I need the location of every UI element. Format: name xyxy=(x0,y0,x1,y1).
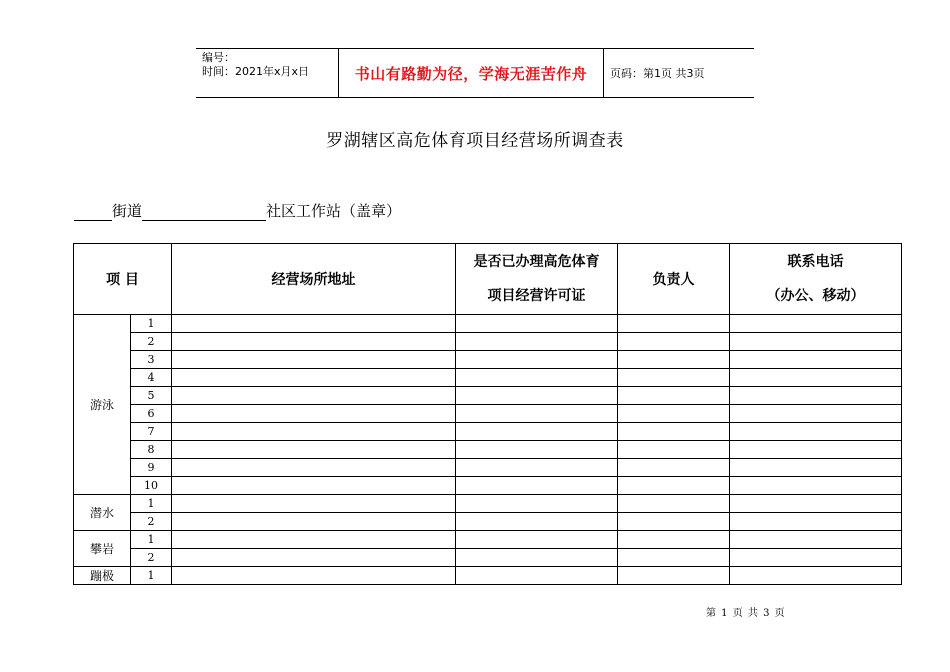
license-cell[interactable] xyxy=(456,477,618,495)
number-label: 编号： xyxy=(202,51,235,64)
row-number-cell: 1 xyxy=(131,567,172,585)
row-number-cell: 4 xyxy=(131,369,172,387)
street-label: 街道 xyxy=(112,202,143,220)
table-row xyxy=(74,405,902,423)
table-row xyxy=(74,351,902,369)
row-number-cell: 6 xyxy=(131,405,172,423)
person-cell[interactable] xyxy=(618,423,730,441)
person-cell[interactable] xyxy=(618,477,730,495)
phone-cell[interactable] xyxy=(730,495,902,513)
license-cell[interactable] xyxy=(456,333,618,351)
col-phone-line2: （办公、移动） xyxy=(766,288,865,304)
license-cell[interactable] xyxy=(456,567,618,585)
col-phone-line1: 联系电话 xyxy=(787,254,844,270)
address-cell[interactable] xyxy=(172,423,456,441)
community-label: 社区工作站（盖章） xyxy=(266,202,402,220)
person-cell[interactable] xyxy=(618,405,730,423)
table-row xyxy=(74,387,902,405)
address-cell[interactable] xyxy=(172,549,456,567)
person-cell[interactable] xyxy=(618,441,730,459)
street-blank xyxy=(74,204,112,221)
col-item-header: 项 目 xyxy=(74,244,172,315)
address-cell[interactable] xyxy=(172,441,456,459)
page-title: 罗湖辖区高危体育项目经营场所调查表 xyxy=(326,131,624,151)
license-cell[interactable] xyxy=(456,387,618,405)
subline xyxy=(74,200,401,221)
table-row xyxy=(74,567,902,585)
phone-cell[interactable] xyxy=(730,513,902,531)
phone-cell[interactable] xyxy=(730,459,902,477)
license-cell[interactable] xyxy=(456,405,618,423)
address-cell[interactable] xyxy=(172,567,456,585)
table-row xyxy=(74,495,902,513)
page-code: 页码：第1页 共3页 xyxy=(610,67,705,80)
survey-table xyxy=(73,243,902,585)
row-number-cell: 2 xyxy=(131,549,172,567)
category-cell: 攀岩 xyxy=(74,531,131,567)
phone-cell[interactable] xyxy=(730,387,902,405)
row-number-cell: 9 xyxy=(131,459,172,477)
person-cell[interactable] xyxy=(618,387,730,405)
license-cell[interactable] xyxy=(456,315,618,333)
person-cell[interactable] xyxy=(618,495,730,513)
address-cell[interactable] xyxy=(172,477,456,495)
community-blank xyxy=(142,204,266,221)
address-cell[interactable] xyxy=(172,387,456,405)
license-cell[interactable] xyxy=(456,513,618,531)
time-label: 时间：2021年x月x日 xyxy=(202,65,310,78)
table-row xyxy=(74,513,902,531)
table-row xyxy=(74,459,902,477)
phone-cell[interactable] xyxy=(730,531,902,549)
col-license-header xyxy=(456,244,618,315)
person-cell[interactable] xyxy=(618,549,730,567)
person-cell[interactable] xyxy=(618,351,730,369)
license-cell[interactable] xyxy=(456,441,618,459)
phone-cell[interactable] xyxy=(730,369,902,387)
table-row xyxy=(74,423,902,441)
row-number-cell: 8 xyxy=(131,441,172,459)
col-address-header: 经营场所地址 xyxy=(172,244,456,315)
phone-cell[interactable] xyxy=(730,477,902,495)
license-cell[interactable] xyxy=(456,549,618,567)
phone-cell[interactable] xyxy=(730,351,902,369)
col-license-line2: 项目经营许可证 xyxy=(487,288,586,304)
row-number-cell: 1 xyxy=(131,531,172,549)
phone-cell[interactable] xyxy=(730,441,902,459)
license-cell[interactable] xyxy=(456,369,618,387)
page-footer: 第 1 页 共 3 页 xyxy=(706,608,786,619)
person-cell[interactable] xyxy=(618,567,730,585)
table-row xyxy=(74,441,902,459)
col-phone-header xyxy=(730,244,902,315)
address-cell[interactable] xyxy=(172,495,456,513)
address-cell[interactable] xyxy=(172,351,456,369)
address-cell[interactable] xyxy=(172,333,456,351)
row-number-cell: 1 xyxy=(131,315,172,333)
license-cell[interactable] xyxy=(456,459,618,477)
header-motto: 书山有路勤为径，学海无涯苦作舟 xyxy=(338,49,604,97)
row-number-cell: 3 xyxy=(131,351,172,369)
phone-cell[interactable] xyxy=(730,405,902,423)
phone-cell[interactable] xyxy=(730,549,902,567)
person-cell[interactable] xyxy=(618,369,730,387)
col-person-header: 负责人 xyxy=(618,244,730,315)
address-cell[interactable] xyxy=(172,369,456,387)
table-row xyxy=(74,333,902,351)
person-cell[interactable] xyxy=(618,315,730,333)
license-cell[interactable] xyxy=(456,495,618,513)
table-row xyxy=(74,549,902,567)
table-header-row xyxy=(74,244,902,315)
person-cell[interactable] xyxy=(618,531,730,549)
table-row xyxy=(74,477,902,495)
row-number-cell: 1 xyxy=(131,495,172,513)
table-row xyxy=(74,531,902,549)
address-cell[interactable] xyxy=(172,405,456,423)
table-row xyxy=(74,369,902,387)
col-license-line1: 是否已办理高危体育 xyxy=(473,254,600,270)
category-cell: 潜水 xyxy=(74,495,131,531)
person-cell[interactable] xyxy=(618,333,730,351)
person-cell[interactable] xyxy=(618,459,730,477)
row-number-cell: 2 xyxy=(131,513,172,531)
address-cell[interactable] xyxy=(172,513,456,531)
phone-cell[interactable] xyxy=(730,333,902,351)
table-body xyxy=(74,315,902,585)
address-cell[interactable] xyxy=(172,459,456,477)
phone-cell[interactable] xyxy=(730,423,902,441)
phone-cell[interactable] xyxy=(730,567,902,585)
address-cell[interactable] xyxy=(172,531,456,549)
document-header xyxy=(196,48,754,98)
address-cell[interactable] xyxy=(172,315,456,333)
row-number-cell: 2 xyxy=(131,333,172,351)
category-cell: 蹦极 xyxy=(74,567,131,585)
license-cell[interactable] xyxy=(456,531,618,549)
phone-cell[interactable] xyxy=(730,315,902,333)
row-number-cell: 5 xyxy=(131,387,172,405)
table-row xyxy=(74,315,902,333)
license-cell[interactable] xyxy=(456,423,618,441)
row-number-cell: 7 xyxy=(131,423,172,441)
person-cell[interactable] xyxy=(618,513,730,531)
category-cell: 游泳 xyxy=(74,315,131,495)
license-cell[interactable] xyxy=(456,351,618,369)
row-number-cell: 10 xyxy=(131,477,172,495)
header-meta xyxy=(196,49,338,97)
